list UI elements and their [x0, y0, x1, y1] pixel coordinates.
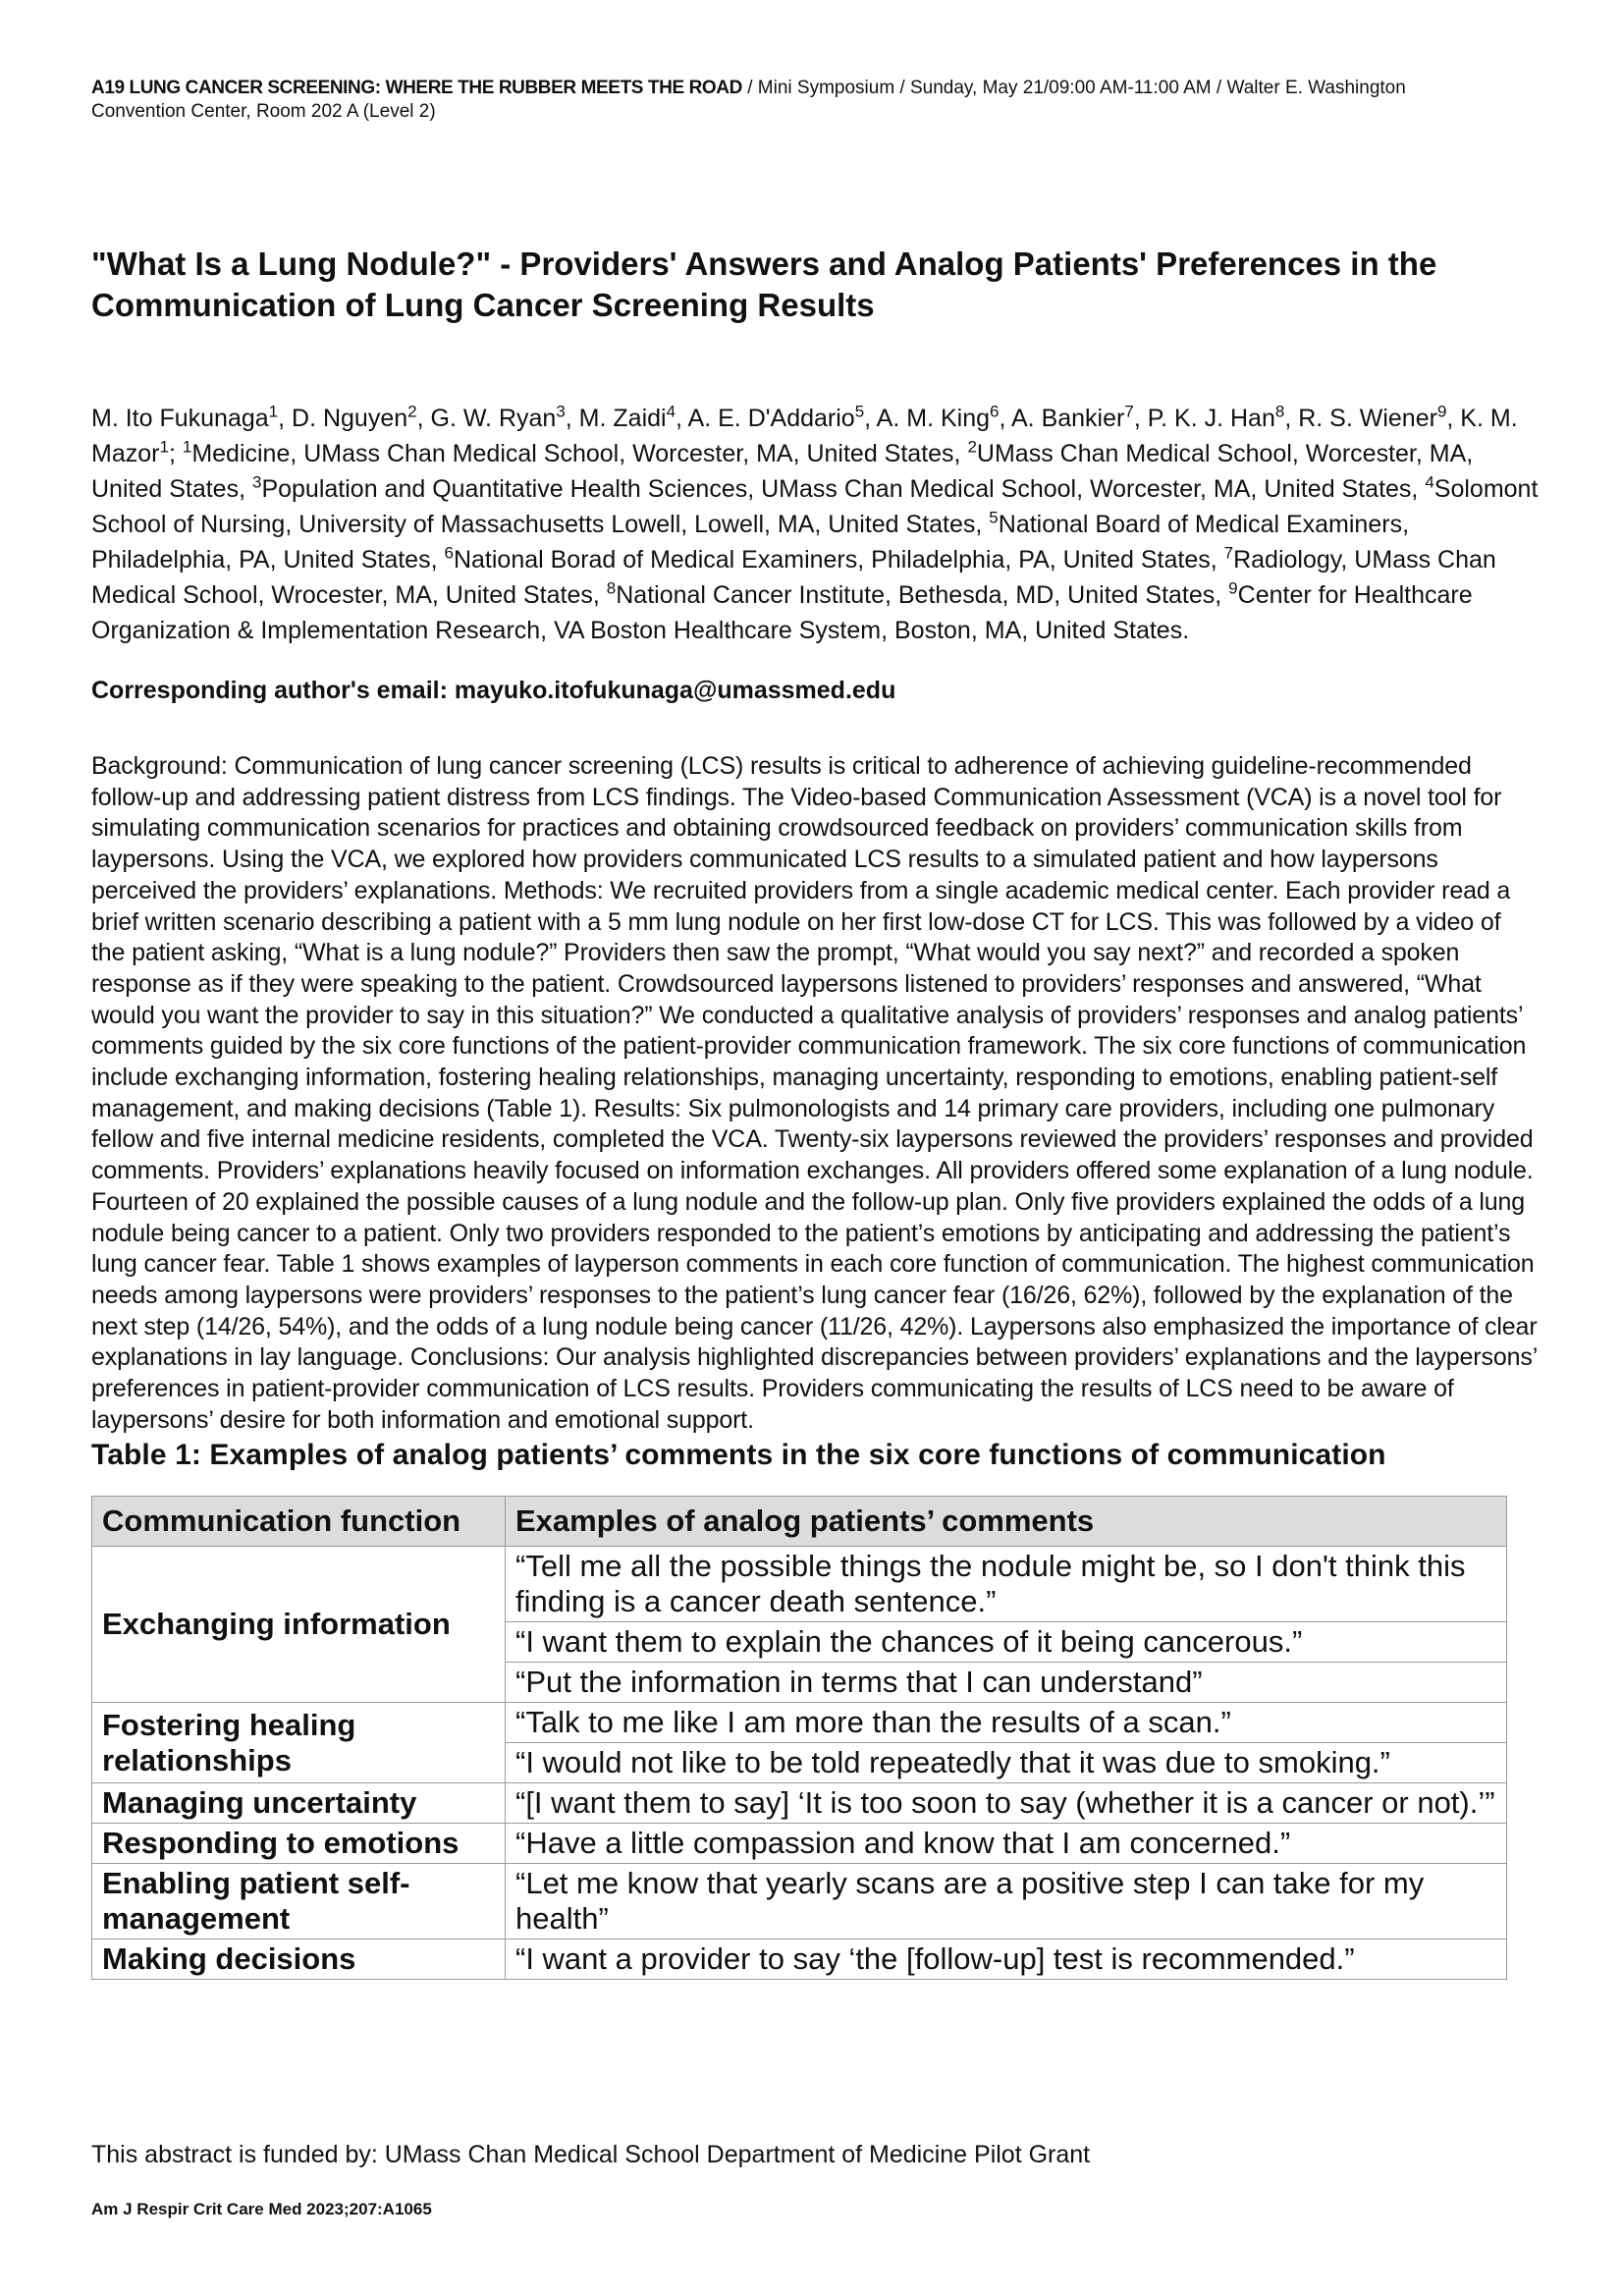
- affil-sup: 7: [1223, 543, 1234, 563]
- paper-title: "What Is a Lung Nodule?" - Providers' Answers and Analog Patients' Preferences in the Communication of Lung Cancer Screening Results: [91, 246, 1437, 323]
- affiliation: National Borad of Medical Examiners, Philadelphia, PA, United States,: [453, 546, 1224, 574]
- communication-table: [91, 1496, 1507, 1980]
- function-cell: Exchanging information: [92, 1547, 506, 1703]
- session-details: / Mini Symposium / Sunday, May 21/09:00 AM-11:00 AM / Walter E. Washington: [741, 78, 1406, 98]
- author-affil-sup: 1: [159, 437, 169, 457]
- affiliation: UMass Chan Medical School, Worcester, MA, United States,: [91, 440, 1474, 503]
- function-cell: Enabling patient self-management: [92, 1864, 506, 1940]
- comment-cell: “I would not like to be told repeatedly that it was due to smoking.”: [506, 1743, 1507, 1783]
- affil-sup: 2: [967, 437, 977, 457]
- table-caption: Table 1: Examples of analog patients’ comments in the six core functions of communication: [91, 1439, 1386, 1472]
- affiliation: Medicine, UMass Chan Medical School, Worcester, MA, United States,: [191, 440, 968, 467]
- author-list: M. Ito Fukunaga$^1$, D. Nguyen$^2$, G. W. Ryan$^3$, M. Zaidi$^4$, A. E. D'Addario$^5$, A. M. King$^6$, A. Bankier$^7$, P. K. J. Han$^8$, R. S. Wiener$^9$, K. M. Mazor$^1$; $^1$Medicine, UMass Chan Medical School, Worcester, MA, United States, $^2$UMass Chan Medical School, Worcester, MA, United States, $^3$Population and Quantitative Health Sciences, UMass Chan Medical School, Worcester, MA, United States, $^4$Solomont School of Nursing, University of Massachusetts Lowell, Lowell, MA, United States, $^5$National Board of Medical Examiners, Philadelphia, PA, United States, $^6$National Borad of Medical Examiners, Philadelphia, PA, United States, $^7$Radiology, UMass Chan Medical School, Wrocester, MA, United States, $^8$National Cancer Institute, Bethesda, MD, United States, $^9$Center for Healthcare Organization & Implementation Research, VA Boston Healthcare System, Boston, MA, United States.: [91, 402, 1539, 644]
- author-affil-sup: 1: [268, 402, 279, 421]
- table-1: [91, 1436, 1541, 1980]
- author-name: , D. Nguyen: [278, 405, 408, 432]
- function-cell: Responding to emotions: [92, 1824, 506, 1864]
- corresponding-email: Corresponding author's email: mayuko.itofukunaga@umassmed.edu: [91, 677, 896, 704]
- author-name: , G. W. Ryan: [416, 405, 557, 432]
- table-row: [92, 1703, 1507, 1743]
- session-location: Convention Center, Room 202 A (Level 2): [91, 101, 436, 122]
- function-cell: Managing uncertainty: [92, 1783, 506, 1824]
- author-name: M. Ito Fukunaga: [91, 405, 269, 432]
- affiliation: Population and Quantitative Health Sciences, UMass Chan Medical School, Worcester, MA, United States,: [261, 475, 1426, 503]
- affil-sup: 3: [251, 472, 262, 492]
- author-name: , A. M. King: [864, 405, 991, 432]
- funding-note: This abstract is funded by: UMass Chan Medical School Department of Medicine Pilot Grant: [91, 2141, 1091, 2168]
- affil-sup: 1: [182, 437, 192, 457]
- comment-cell: “Have a little compassion and know that I am concerned.”: [506, 1824, 1507, 1864]
- author-affil-sup: 5: [854, 402, 865, 421]
- comment-cell: “Talk to me like I am more than the results of a scan.”: [506, 1703, 1507, 1743]
- author-name: , A. E. D'Addario: [676, 405, 855, 432]
- table-header-row: [92, 1497, 1507, 1547]
- author-affil-sup: 3: [556, 402, 566, 421]
- author-affil-sup: 4: [666, 402, 676, 421]
- affiliation: Solomont School of Nursing, University of Massachusetts Lowell, Lowell, MA, United States,: [91, 475, 1539, 538]
- table-row: [92, 1864, 1507, 1940]
- author-affil-sup: 6: [990, 402, 1000, 421]
- function-cell: Making decisions: [92, 1940, 506, 1980]
- author-name: , A. Bankier: [999, 405, 1125, 432]
- affiliation: Center for Healthcare Organization & Implementation Research, VA Boston Healthcare System, Boston, MA, United States.: [91, 581, 1473, 644]
- author-affil-sup: 9: [1436, 402, 1447, 421]
- table-row: [92, 1547, 1507, 1622]
- function-cell: Fostering healing relationships: [92, 1703, 506, 1783]
- author-name: , K. M. Mazor: [91, 405, 1518, 467]
- affil-sup: 8: [606, 578, 617, 598]
- author-name: , M. Zaidi: [565, 405, 667, 432]
- affil-sup: 4: [1425, 472, 1434, 492]
- comment-cell: “Tell me all the possible things the nodule might be, so I don't think this finding is a cancer death sentence.”: [506, 1547, 1507, 1622]
- table-row: [92, 1783, 1507, 1824]
- col-header-comments: Examples of analog patients’ comments: [506, 1497, 1507, 1547]
- author-affil-sup: 7: [1124, 402, 1134, 421]
- comment-cell: “Put the information in terms that I can understand”: [506, 1663, 1507, 1703]
- affil-sup: 5: [989, 508, 999, 527]
- comment-cell: “I want a provider to say ‘the [follow-up] test is recommended.”: [506, 1940, 1507, 1980]
- affiliation: National Cancer Institute, Bethesda, MD, United States,: [616, 581, 1229, 609]
- affil-sup: 9: [1228, 578, 1238, 598]
- author-name: , P. K. J. Han: [1133, 405, 1275, 432]
- affiliation: National Board of Medical Examiners, Philadelphia, PA, United States,: [91, 511, 1410, 574]
- session-title: A19 LUNG CANCER SCREENING: WHERE THE RUBBER MEETS THE ROAD: [91, 78, 742, 98]
- affil-sup: 6: [444, 543, 454, 563]
- author-name: , R. S. Wiener: [1284, 405, 1437, 432]
- author-affil-sup: 2: [407, 402, 417, 421]
- affiliation: Radiology, UMass Chan Medical School, Wrocester, MA, United States,: [91, 546, 1496, 609]
- col-header-function: Communication function: [92, 1497, 506, 1547]
- journal-citation: Am J Respir Crit Care Med 2023;207:A1065: [91, 2200, 432, 2218]
- table-row: [92, 1940, 1507, 1980]
- comment-cell: “I want them to explain the chances of it being cancerous.”: [506, 1622, 1507, 1663]
- comment-cell: “Let me know that yearly scans are a positive step I can take for my health”: [506, 1864, 1507, 1940]
- abstract-page: [91, 77, 1541, 1980]
- abstract-body: Background: Communication of lung cancer screening (LCS) results is critical to adherence of achieving guideline-recommended follow-up and addressing patient distress from LCS findings. The Video-based Communication Assessment (VCA) is a novel tool for simulating communication scenarios for practices and obtaining crowdsourced feedback on providers’ communication skills from laypersons. Using the VCA, we explored how providers communicated LCS results to a simulated patient and how laypersons perceived the providers’ explanations. Methods: We recruited providers from a single academic medical center. Each provider read a brief written scenario describing a patient with a 5 mm lung nodule on her first low-dose CT for LCS. This was followed by a video of the patient asking, “What is a lung nodule?” Providers then saw the prompt, “What would you say next?” and recorded a spoken response as if they were speaking to the patient. Crowdsourced laypersons listened to providers’ responses and answered, “What would you want the provider to say in this situation?” We conducted a qualitative analysis of providers’ responses and analog patients’ comments guided by the six core functions of the patient-provider communication framework. The six core functions of communication include exchanging information, fostering healing relationships, managing uncertainty, responding to emotions, enabling patient-self management, and making decisions (Table 1). Results: Six pulmonologists and 14 primary care providers, including one pulmonary fellow and five internal medicine residents, completed the VCA. Twenty-six laypersons reviewed the providers’ responses and provided comments. Providers’ explanations heavily focused on information exchanges. All providers offered some explanation of a lung nodule. Fourteen of 20 explained the possible causes of a lung nodule and the follow-up plan. Only five providers explained the odds of a lung nodule being cancer to a patient. Only two providers responded to the patient’s emotions by anticipating and addressing the patient’s lung cancer fear. Table 1 shows examples of layperson comments in each core function of communication. The highest communication needs among laypersons were providers’ responses to the patient’s lung cancer fear (16/26, 62%), followed by the explanation of the next step (14/26, 54%), and the odds of a lung nodule being cancer (11/26, 42%). Laypersons also emphasized the importance of clear explanations in lay language. Conclusions: Our analysis highlighted discrepancies between providers’ explanations and the laypersons’ preferences in patient-provider communication of LCS results. Providers communicating the results of LCS need to be aware of laypersons’ desire for both information and emotional support.: [91, 752, 1538, 1434]
- session-header: [91, 77, 1541, 124]
- table-row: [92, 1824, 1507, 1864]
- author-affil-sup: 8: [1274, 402, 1285, 421]
- comment-cell: “[I want them to say] ‘It is too soon to say (whether it is a cancer or not).’”: [506, 1783, 1507, 1824]
